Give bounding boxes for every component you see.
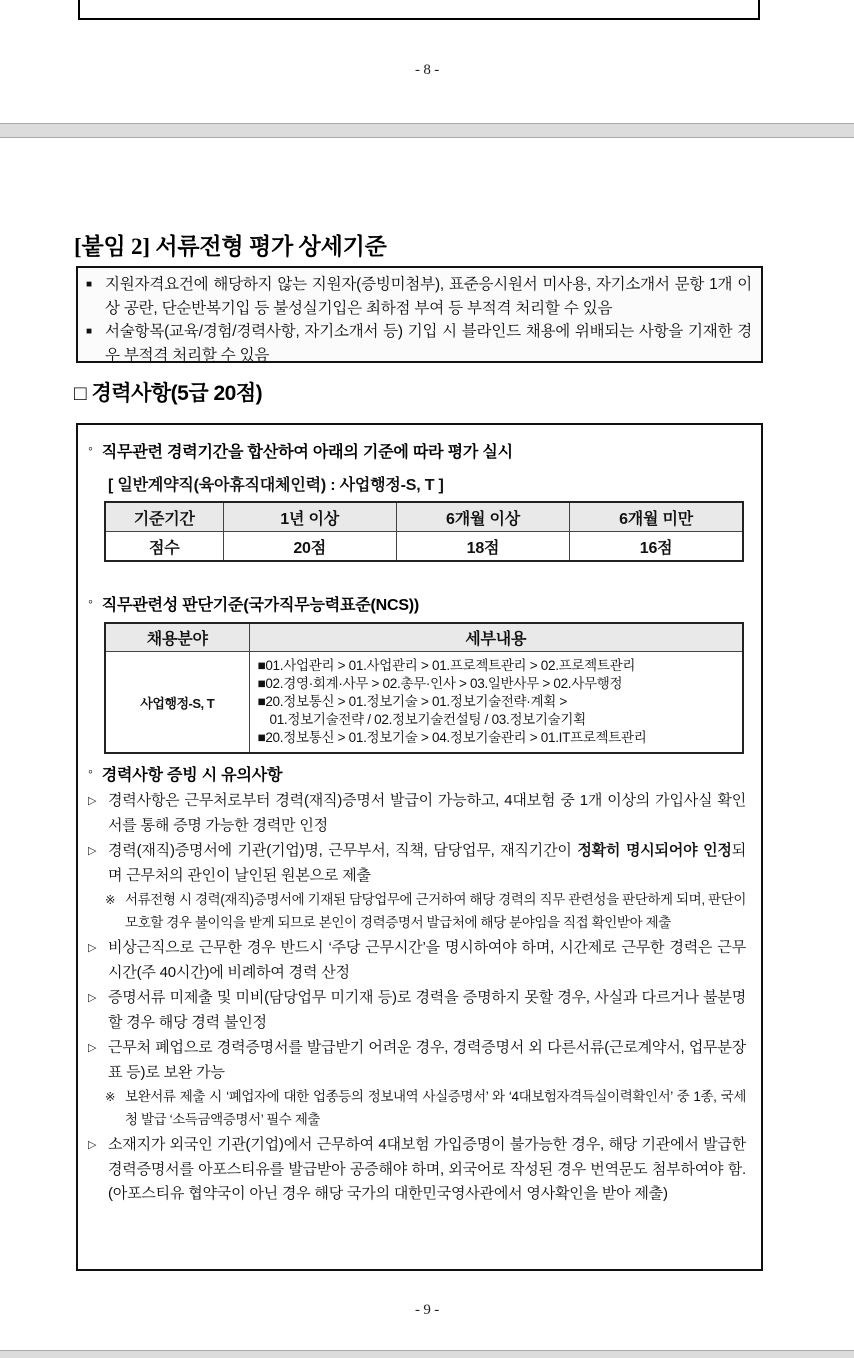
caution-subnote [88,889,746,934]
caution-text: 서류전형 시 경력(재직)증명서에 기재된 담당업무에 근거하여 해당 경력의 직무 관련성을 판단하게 되며, 판단이 모호할 경우 불이익을 받게 되므로 본인이 경력증명서 발급처에 해당 분야임을 직접 확인받아 제출 [125,892,746,930]
ncs-detail-line: ■20.정보통신 > 01.정보기술 > 04.정보기술관리 > 01.IT프로젝트관리 [257,730,647,745]
score-table-header: 기준기간 [105,502,223,532]
caution-item [88,986,746,1035]
notice-item-text: 지원자격요건에 해당하지 않는 지원자(증빙미첨부), 표준응시원서 미사용, 자기소개서 문항 1개 이상 공란, 단순반복기입 등 불성실기입은 최하점 부여 등 부적격 처리할 수 있음 [105,276,752,317]
previous-page-box-remnant [78,0,760,20]
score-table [104,501,744,562]
attachment-heading: [붙임 2] 서류전형 평가 상세기준 [74,234,387,259]
score-value: 16점 [570,532,743,562]
ncs-table [104,622,744,754]
ncs-detail-line: 01.정보기술전략 / 02.정보기술컨설팅 / 03.정보기술기획 [269,712,586,727]
ncs-detail-line: ■01.사업관리 > 01.사업관리 > 01.프로젝트관리 > 02.프로젝트관리 [257,658,636,673]
career-details-box [76,423,763,1271]
reference-mark-icon: ※ [105,893,116,907]
caution-text: 경력사항은 근무처로부터 경력(재직)증명서 발급이 가능하고, 4대보험 중 1개 이상의 가입사실 확인서를 통해 증명 가능한 경력만 인정 [108,792,746,834]
caution-item [88,1133,746,1207]
circle-bullet-icon: ◦ [88,593,93,609]
caution-item [88,1036,746,1085]
ncs-detail-line: ■02.경영·회계·사무 > 02.총무·인사 > 03.일반사무 > 02.사무행정 [257,676,623,691]
triangle-bullet-icon: ▷ [88,795,97,807]
triangle-bullet-icon: ▷ [88,992,97,1004]
score-value: 20점 [223,532,396,562]
disqualification-notice-box [76,266,763,363]
caution-text: 경력(재직)증명서에 기관(기업)명, 근무부서, 직책, 담당업무, 재직기간이 정확히 명시되어야 인정되며 근무처의 관인이 날인된 원본으로 제출 [108,842,746,884]
circle-bullet-icon: ◦ [88,763,93,779]
caution-text: 소재지가 외국인 기관(기업)에서 근무하여 4대보험 가입증명이 불가능한 경우, 해당 기관에서 발급한 경력증명서를 아포스티유를 발급받아 공증해야 하며, 외국어로 작성된 경우 번역문도 첨부하여야 함. (아포스티유 협약국이 아닌 경우 해당 국가의 대한민국영사관에서 영사확인을 받아 제출) [108,1136,746,1202]
criteria-subtitle: [ 일반계약직(육아휴직대체인력) : 사업행정-S, T ] [108,477,444,494]
cautions-list [88,789,746,1208]
square-bullet-icon: ■ [86,279,92,290]
score-value: 18점 [396,532,569,562]
triangle-bullet-icon: ▷ [88,942,97,954]
caution-text: 비상근직으로 근무한 경우 반드시 ‘주당 근무시간’을 명시하여야 하며, 시간제로 근무한 경력은 근무시간(주 40시간)에 비례하여 경력 산정 [108,939,746,981]
score-table-header: 6개월 이상 [396,502,569,532]
triangle-bullet-icon: ▷ [88,845,97,857]
score-table-header: 6개월 미만 [570,502,743,532]
ncs-table-header: 세부내용 [249,623,743,652]
caution-item [88,936,746,985]
notice-item-text: 서술항목(교육/경험/경력사항, 자기소개서 등) 기입 시 블라인드 채용에 위배되는 사항을 기재한 경우 부적격 처리할 수 있음 [105,323,752,364]
square-bullet-icon: ■ [86,326,92,337]
section-heading-career: □ 경력사항(5급 20점) [74,382,263,405]
caution-subnote [88,1086,746,1131]
ncs-table-row [105,652,743,754]
cautions-title-row [88,762,282,785]
cautions-title: 경력사항 증빙 시 유의사항 [101,767,283,784]
notice-item [86,320,752,367]
page-number-9: - 9 - [415,1302,439,1318]
page-number-8: - 8 - [415,62,439,78]
ncs-field-cell: 사업행정-S, T [105,652,249,754]
notice-item [86,273,752,320]
score-row-label: 점수 [105,532,223,562]
score-table-row [105,532,743,562]
triangle-bullet-icon: ▷ [88,1042,97,1054]
score-table-header-row [105,502,743,532]
caution-text: 증명서류 미제출 및 미비(담당업무 미기재 등)로 경력을 증명하지 못할 경우, 사실과 다르거나 불분명할 경우 해당 경력 불인정 [108,989,746,1031]
ncs-title: 직무관련성 판단기준(국가직무능력표준(NCS)) [101,597,420,614]
caution-item [88,789,746,838]
reference-mark-icon: ※ [105,1090,116,1104]
caution-text: 보완서류 제출 시 ‘폐업자에 대한 업종등의 정보내역 사실증명서’ 와 ‘4대보험자격득실이력확인서’ 중 1종, 국세청 발급 ‘소득금액증명서’ 필수 제출 [125,1089,746,1127]
ncs-detail-line: ■20.정보통신 > 01.정보기술 > 01.정보기술전략·계획 > [257,694,568,709]
page-separator-band-bottom [0,1350,854,1358]
ncs-details-cell [249,652,743,754]
criteria-title: 직무관련 경력기간을 합산하여 아래의 기준에 따라 평가 실시 [101,444,513,461]
caution-text: 근무처 폐업으로 경력증명서를 발급받기 어려운 경우, 경력증명서 외 다른서류(근로계약서, 업무분장표 등)로 보완 가능 [108,1039,746,1081]
criteria-title-row [88,439,513,462]
ncs-title-row [88,592,419,615]
score-table-header: 1년 이상 [223,502,396,532]
page-separator-band-top [0,123,854,138]
circle-bullet-icon: ◦ [88,440,93,456]
ncs-table-header-row [105,623,743,652]
caution-item [88,839,746,888]
ncs-table-header: 채용분야 [105,623,249,652]
triangle-bullet-icon: ▷ [88,1139,97,1151]
